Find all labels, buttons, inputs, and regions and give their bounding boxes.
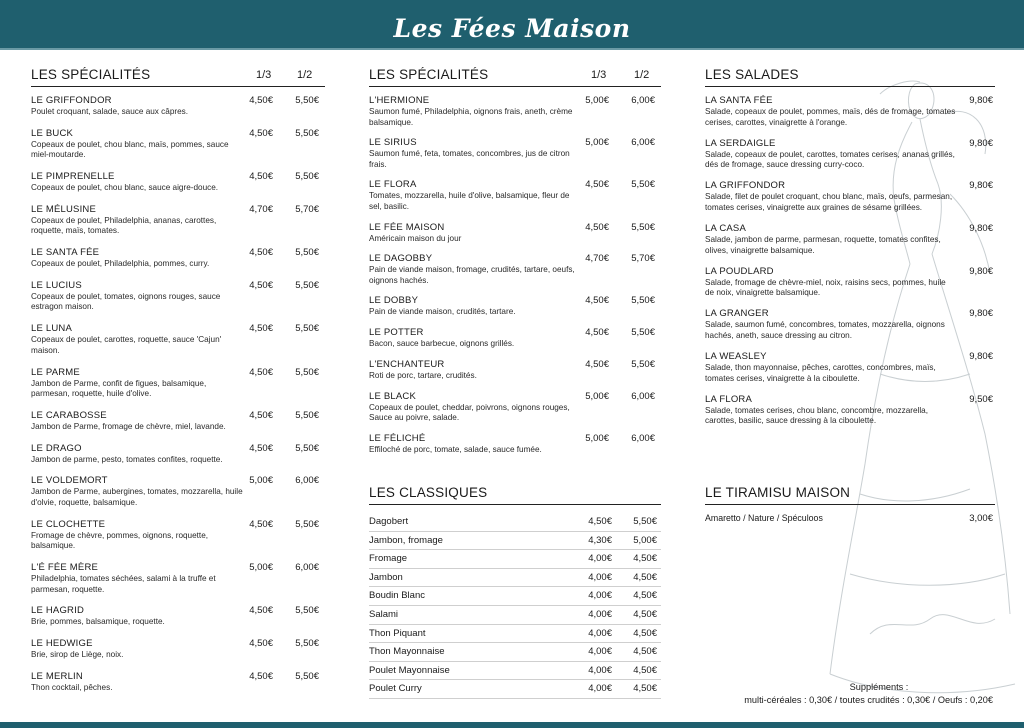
item-name: LE PARME [31,366,80,378]
specialites-column-2 [369,64,661,464]
item-price-small: 4,50€ [249,442,273,454]
classic-name: Fromage [369,553,408,565]
classic-price-small: 4,00€ [588,590,612,602]
classic-price-large: 4,50€ [633,608,657,620]
classic-price-small: 4,00€ [588,627,612,639]
item-price-large: 5,50€ [295,670,319,682]
supplements-title: Suppléments : [849,682,909,692]
classic-price-large: 5,50€ [633,516,657,527]
column-header-half: 1/2 [297,69,313,81]
item-name: LA SERDAIGLE [705,137,776,149]
tiramisu-flavors: Amaretto / Nature / Spéculoos [705,513,823,523]
item-name: LA GRANGER [705,308,769,320]
item-name: LA WEASLEY [705,351,767,363]
item-description: Salade, saumon fumé, concombres, tomates, mozzarella, oignons hachés, aneth, sauce dressing au citron. [705,320,945,340]
item-price-small: 9,80€ [969,265,993,277]
menu-item [705,394,995,427]
item-price-small: 5,00€ [249,475,273,487]
item-description: Copeaux de poulet, tomates, oignons rouges, sauce estragon maison. [31,291,221,312]
classic-row [369,587,661,606]
item-name: L'HERMIONE [369,95,430,106]
classic-name: Poulet Mayonnaise [369,664,450,676]
classic-row [369,550,661,569]
item-price-large: 6,00€ [295,475,319,487]
item-description: Jambon de Parme, fromage de chèvre, miel, lavande. [31,421,226,431]
item-name: LE BLACK [369,390,417,402]
item-name: LE DOBBY [369,295,419,307]
item-description: Brie, sirop de Liège, noix. [31,650,124,660]
classic-name: Salami [369,608,399,620]
item-price-small: 9,80€ [969,308,993,320]
footer-bar [0,722,1024,728]
item-price-large: 5,50€ [295,605,319,617]
classic-price-large: 4,50€ [633,553,657,565]
menu-item [369,433,661,456]
menu-item [369,327,661,350]
classic-price-small: 4,00€ [588,646,612,658]
item-price-large: 6,00€ [631,390,655,402]
tiramisu-price: 3,00€ [969,513,993,524]
menu-item [31,605,325,628]
item-price-small: 5,00€ [585,390,609,402]
item-price-small: 9,50€ [969,393,993,405]
item-description: Copeaux de poulet, chou blanc, maïs, pommes, sauce miel-moutarde. [31,139,229,160]
menu-item [31,410,325,433]
item-description: Philadelphia, tomates séchées, salami à la truffe et parmesan, roquette. [31,574,216,594]
item-description: Poulet croquant, salade, sauce aux câpres. [31,107,189,116]
menu-item [369,253,661,286]
classic-price-small: 4,30€ [588,534,612,546]
classic-price-large: 4,50€ [633,683,657,695]
item-price-small: 4,50€ [249,171,273,183]
item-description: Salade, thon mayonnaise, pêches, carottes, concombres, maïs, tomates cerises, vinaigrette à la ciboulette. [705,363,936,383]
item-price-large: 5,50€ [295,442,319,454]
item-name: LE SIRIUS [369,137,417,149]
item-description: Salade, jambon de parme, parmesan, roquette, tomates confites, olives, vinaigrette balsamique. [705,235,941,255]
item-description: Salade, fromage de chèvre-miel, noix, raisins secs, pommes, huile de noix, vinaigrette balsamique. [705,277,946,298]
item-price-small: 4,50€ [249,366,273,378]
item-description: Salade, filet de poulet croquant, chou blanc, maïs, oeufs, parmesan, tomates cerises, vinaigrette aux graines de sésame grillées. [705,192,953,212]
classic-name: Dagobert [369,516,409,527]
classic-price-small: 4,50€ [588,516,612,527]
salades-column [705,64,995,437]
column-header-third: 1/3 [591,69,607,81]
item-price-small: 4,50€ [249,279,273,291]
menu-item [31,95,325,118]
menu-item [31,171,325,194]
classic-price-large: 4,50€ [633,646,657,658]
section-title: LES SPÉCIALITÉS [369,67,489,82]
classiques-section [369,482,661,699]
item-name: LE HAGRID [31,605,85,617]
classic-price-large: 4,50€ [633,664,657,676]
item-name: LE CARABOSSE [31,409,107,421]
item-name: LE POTTER [369,327,424,339]
item-price-small: 4,50€ [249,638,273,650]
item-description: Saumon fumé, Philadelphia, oignons frais, aneth, crème balsamique. [369,107,573,127]
menu-item [369,179,661,212]
classic-price-small: 4,00€ [588,553,612,565]
item-price-small: 4,70€ [249,203,273,215]
item-description: Jambon de Parme, aubergines, tomates, mozzarella, huile d'olvie, roquette, balsamique. [31,487,243,507]
item-price-small: 9,80€ [969,137,993,149]
item-name: LA GRIFFONDOR [705,180,786,192]
item-price-large: 5,50€ [631,327,655,339]
item-description: Thon cocktail, pêches. [31,682,113,692]
item-price-small: 4,50€ [249,127,273,139]
item-price-large: 5,50€ [295,638,319,650]
item-price-large: 6,00€ [295,562,319,574]
classic-price-large: 4,50€ [633,627,657,639]
item-name: LE HEDWIGE [31,638,93,650]
item-name: LE FÉLICHÉ [369,432,426,444]
column-header-half: 1/2 [634,69,650,81]
menu-item [31,204,325,237]
menu-item [31,475,325,508]
classic-name: Poulet Curry [369,683,422,695]
classic-price-small: 4,00€ [588,683,612,695]
item-price-small: 4,50€ [249,409,273,421]
item-price-small: 4,50€ [249,605,273,617]
item-name: LE VOLDEMORT [31,475,108,487]
item-price-large: 5,50€ [295,409,319,421]
item-price-large: 5,50€ [631,295,655,307]
section-header [31,64,325,87]
classic-name: Jambon, fromage [369,534,443,546]
item-price-large: 5,50€ [295,518,319,530]
item-name: LE LUCIUS [31,279,82,291]
menu-item [31,323,325,356]
item-price-small: 4,50€ [585,295,609,307]
item-price-small: 4,50€ [249,323,273,335]
item-name: LE MÉLUSINE [31,203,97,215]
menu-item [31,443,325,466]
classic-row [369,569,661,588]
menu-item [369,295,661,318]
item-description: Pain de viande maison, crudités, tartare. [369,307,516,317]
item-name: L'ENCHANTEUR [369,358,445,370]
specialites-column-1 [31,64,325,704]
item-price-large: 5,50€ [295,279,319,291]
brand-title: Les Fées Maison [393,14,631,43]
item-price-large: 5,50€ [295,127,319,139]
item-description: Roti de porc, tartare, crudités. [369,370,477,380]
item-name: LE LUNA [31,323,73,335]
menu-item [369,391,661,424]
item-name: LE DAGOBBY [369,253,433,265]
item-description: Jambon de Parme, confit de figues, balsamique, parmesan, roquette, huile d'olive. [31,378,207,399]
classic-name: Boudin Blanc [369,590,425,602]
item-price-small: 5,00€ [249,562,273,574]
item-description: Copeaux de poulet, chou blanc, sauce aigre-douce. [31,183,219,193]
classic-price-small: 4,00€ [588,608,612,620]
item-name: LA CASA [705,223,747,235]
item-description: Copeaux de poulet, Philadelphia, pommes, curry. [31,259,210,269]
item-description: Saumon fumé, feta, tomates, concombres, jus de citron frais. [369,149,570,169]
classic-name: Thon Mayonnaise [369,646,445,658]
item-price-large: 6,00€ [631,137,655,149]
item-price-small: 4,50€ [249,518,273,530]
menu-item [705,308,995,341]
item-price-small: 9,80€ [969,351,993,363]
item-price-small: 4,50€ [249,247,273,259]
item-price-small: 4,70€ [585,253,609,265]
classic-price-small: 4,00€ [588,664,612,676]
classic-row [369,513,661,532]
item-name: LE GRIFFONDOR [31,95,112,106]
tiramisu-section [705,482,995,527]
menu-item [31,519,325,552]
item-price-small: 4,50€ [585,327,609,339]
item-price-large: 5,50€ [295,247,319,259]
section-header [369,482,661,505]
menu-item [705,95,995,128]
classic-row [369,662,661,681]
item-description: Salade, copeaux de poulet, carottes, tomates cerises, ananas grillés, dés de fromage, sauce dressing curry-coco. [705,149,955,170]
item-price-large: 5,70€ [631,253,655,265]
item-price-small: 4,50€ [249,670,273,682]
item-price-small: 9,80€ [969,95,993,106]
item-name: LA SANTA FÉE [705,95,773,106]
menu-item [705,351,995,384]
item-name: LA FLORA [705,393,753,405]
item-price-small: 9,80€ [969,180,993,192]
item-description: Jambon de parme, pesto, tomates confites, roquette. [31,454,223,464]
item-description: Copeaux de poulet, cheddar, poivrons, oignons rouges, Sauce au poivre, salade. [369,402,570,422]
item-description: Tomates, mozzarella, huile d'olive, balsamique, fleur de sel, basilic. [369,191,570,211]
classic-price-large: 5,00€ [633,534,657,546]
section-header [705,482,995,505]
section-title: LES SALADES [705,67,799,82]
menu-item [369,137,661,170]
item-name: LE CLOCHETTE [31,518,106,530]
supplements [705,681,993,707]
item-price-small: 4,50€ [585,221,609,233]
item-name: LE PIMPRENELLE [31,171,115,183]
tiramisu-row [705,513,995,527]
menu-item [31,128,325,161]
item-price-small: 4,50€ [585,179,609,191]
menu-item [705,266,995,299]
section-header [705,64,995,87]
item-price-small: 5,00€ [585,95,609,106]
menu-item [705,138,995,171]
classic-price-large: 4,50€ [633,590,657,602]
classic-row [369,643,661,662]
menu-item [31,671,325,694]
classic-row [369,680,661,699]
item-description: Salade, tomates cerises, chou blanc, concombre, mozzarella, carottes, basilic, sauce dressing à la ciboulette. [705,405,928,426]
item-description: Américain maison du jour [369,233,462,243]
menu-item [31,280,325,313]
item-name: L'É FÉE MÈRE [31,562,99,574]
item-name: LA POUDLARD [705,265,774,277]
item-description: Pain de viande maison, fromage, crudités, tartare, oeufs, oignons hachés. [369,265,575,285]
item-price-large: 6,00€ [631,432,655,444]
classic-name: Thon Piquant [369,627,426,639]
item-name: LE MERLIN [31,670,83,682]
item-description: Salade, copeaux de poulet, pommes, maïs, dés de fromage, tomates cerises, carottes, vinaigrette à l'orange. [705,107,956,127]
item-price-small: 5,00€ [585,432,609,444]
item-name: LE FLORA [369,179,417,191]
item-description: Effiloché de porc, tomate, salade, sauce fumée. [369,444,542,454]
supplements-line: multi-céréales : 0,30€ / toutes crudités : 0,30€ / Oeufs : 0,20€ [744,695,993,705]
classic-price-small: 4,00€ [588,571,612,583]
item-price-large: 5,50€ [631,179,655,191]
item-price-large: 5,70€ [295,203,319,215]
section-title: LES SPÉCIALITÉS [31,67,151,82]
classic-price-large: 4,50€ [633,571,657,583]
menu-item [31,367,325,400]
menu-item [369,359,661,382]
menu-item [705,180,995,213]
item-name: LE BUCK [31,127,74,139]
item-price-large: 5,50€ [631,221,655,233]
item-price-large: 5,50€ [295,323,319,335]
section-header [369,64,661,87]
item-description: Brie, pommes, balsamique, roquette. [31,617,165,627]
item-description: Copeaux de poulet, Philadelphia, ananas, carottes, roquette, maïs, tomates. [31,215,217,236]
item-price-small: 9,80€ [969,223,993,235]
menu-item [705,223,995,256]
section-title: LE TIRAMISU MAISON [705,485,851,500]
item-price-large: 5,50€ [295,171,319,183]
classic-name: Jambon [369,571,403,583]
column-header-third: 1/3 [256,69,272,81]
classic-row [369,625,661,644]
item-price-large: 6,00€ [631,95,655,106]
item-name: LE DRAGO [31,442,82,454]
item-description: Fromage de chèvre, pommes, oignons, roquette, balsamique. [31,530,209,551]
item-name: LE SANTA FÉE [31,247,100,259]
item-description: Copeaux de poulet, carottes, roquette, sauce 'Cajun' maison. [31,335,222,355]
menu-item [31,562,325,595]
item-price-small: 5,00€ [585,137,609,149]
section-title: LES CLASSIQUES [369,485,488,500]
menu-item [31,638,325,661]
menu-item [369,222,661,245]
classic-row [369,606,661,625]
item-name: LE FÉE MAISON [369,221,445,233]
item-price-small: 4,50€ [585,358,609,370]
item-price-large: 5,50€ [295,95,319,106]
item-price-small: 4,50€ [249,95,273,106]
header-divider [0,48,1024,50]
classic-row [369,532,661,551]
item-price-large: 5,50€ [295,366,319,378]
item-price-large: 5,50€ [631,358,655,370]
menu-item [369,95,661,128]
menu-item [31,247,325,270]
item-description: Bacon, sauce barbecue, oignons grillés. [369,339,515,349]
